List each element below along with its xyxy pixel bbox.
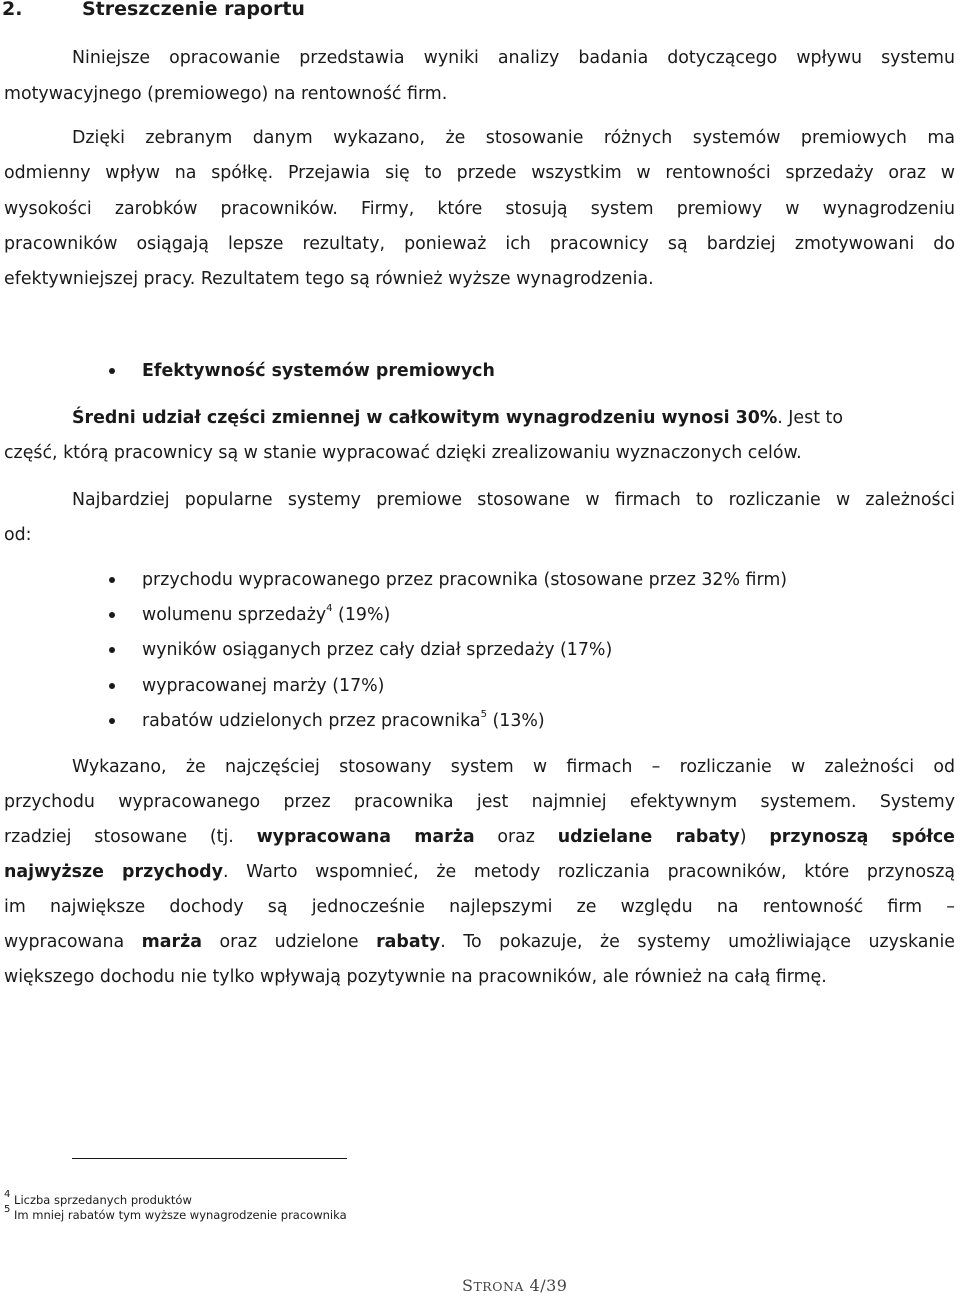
footnote-ref: 5: [480, 709, 487, 721]
conclusion-line7: większego dochodu nie tylko wpływają pozytywnie na pracowników, ale również na całą firmę.: [4, 967, 827, 987]
section-number: 2.: [2, 0, 23, 20]
conclusion-line5: im największe dochody są jednocześnie najlepszymi ze względu na rentowność firm –: [4, 897, 955, 917]
intro-p1-line1: Niniejsze opracowanie przedstawia wyniki analizy badania dotyczącego wpływu systemu: [72, 48, 955, 68]
footnote-divider: [72, 1158, 347, 1159]
list-item: przychodu wypracowanego przez pracownika (stosowane przez 32% firm): [142, 570, 788, 590]
list-item: rabatów udzielonych przez pracownika$^5$ (13%): [142, 709, 545, 731]
section-title: Streszczenie raportu: [82, 0, 305, 20]
efficiency-heading: Efektywność systemów premiowych: [142, 361, 495, 381]
efficiency-line1: [72, 408, 955, 428]
conclusion-line4: najwyższe przychody. Warto wspomnieć, że metody rozliczania pracowników, które przynoszą: [4, 862, 955, 882]
conclusion-line6: wypracowana marża oraz udzielone rabaty. To pokazuje, że systemy umożliwiające uzyskanie: [4, 932, 955, 952]
bullet-icon: [109, 647, 115, 653]
efficiency-rest: . Jest to: [777, 408, 843, 428]
intro-p2-line3: wysokości zarobków pracowników. Firmy, które stosują system premiowy w wynagrodzeniu: [4, 199, 955, 219]
page-number: STRONA 4/39: [462, 1276, 568, 1295]
footnote-4: $^4$ Liczba sprzedanych produktów: [4, 1189, 192, 1207]
bullet-icon: [109, 368, 115, 374]
bullet-icon: [109, 612, 115, 618]
bullet-icon: [109, 718, 115, 724]
popular-line2: od:: [4, 525, 32, 545]
list-item: wolumenu sprzedaży$^4$ (19%): [142, 603, 391, 625]
efficiency-bold-lead: Średni udział części zmiennej w całkowitym wynagrodzeniu wynosi 30%: [72, 408, 778, 428]
intro-p2-line1: Dzięki zebranym danym wykazano, że stosowanie różnych systemów premiowych ma: [72, 128, 955, 148]
conclusion-line1: Wykazano, że najczęściej stosowany system w firmach – rozliczanie w zależności od: [72, 757, 955, 777]
conclusion-line2: przychodu wypracowanego przez pracownika jest najmniej efektywnym systemem. Systemy: [4, 792, 955, 812]
intro-p1-line2: motywacyjnego (premiowego) na rentowność firm.: [4, 84, 448, 104]
footnote-5: $^5$ Im mniej rabatów tym wyższe wynagrodzenie pracownika: [4, 1204, 347, 1222]
list-item: wypracowanej marży (17%): [142, 676, 385, 696]
intro-p2-line4: pracowników osiągają lepsze rezultaty, ponieważ ich pracownicy są bardziej zmotywowani do: [4, 234, 955, 254]
conclusion-line3: rzadziej stosowane (tj. wypracowana marża oraz udzielane rabaty) przynoszą spółce: [4, 827, 955, 847]
intro-p2-line2: odmienny wpływ na spółkę. Przejawia się to przede wszystkim w rentowności sprzedaży oraz w: [4, 163, 955, 183]
bullet-icon: [109, 683, 115, 689]
list-item: wyników osiąganych przez cały dział sprzedaży (17%): [142, 640, 613, 660]
intro-p2-line5: efektywniejszej pracy. Rezultatem tego są również wyższe wynagrodzenia.: [4, 269, 654, 289]
bullet-icon: [109, 577, 115, 583]
footnote-ref: 4: [326, 603, 333, 615]
popular-line1: Najbardziej popularne systemy premiowe stosowane w firmach to rozliczanie w zależności: [72, 490, 955, 510]
efficiency-line2: część, którą pracownicy są w stanie wypracować dzięki zrealizowaniu wyznaczonych celów.: [4, 443, 802, 463]
